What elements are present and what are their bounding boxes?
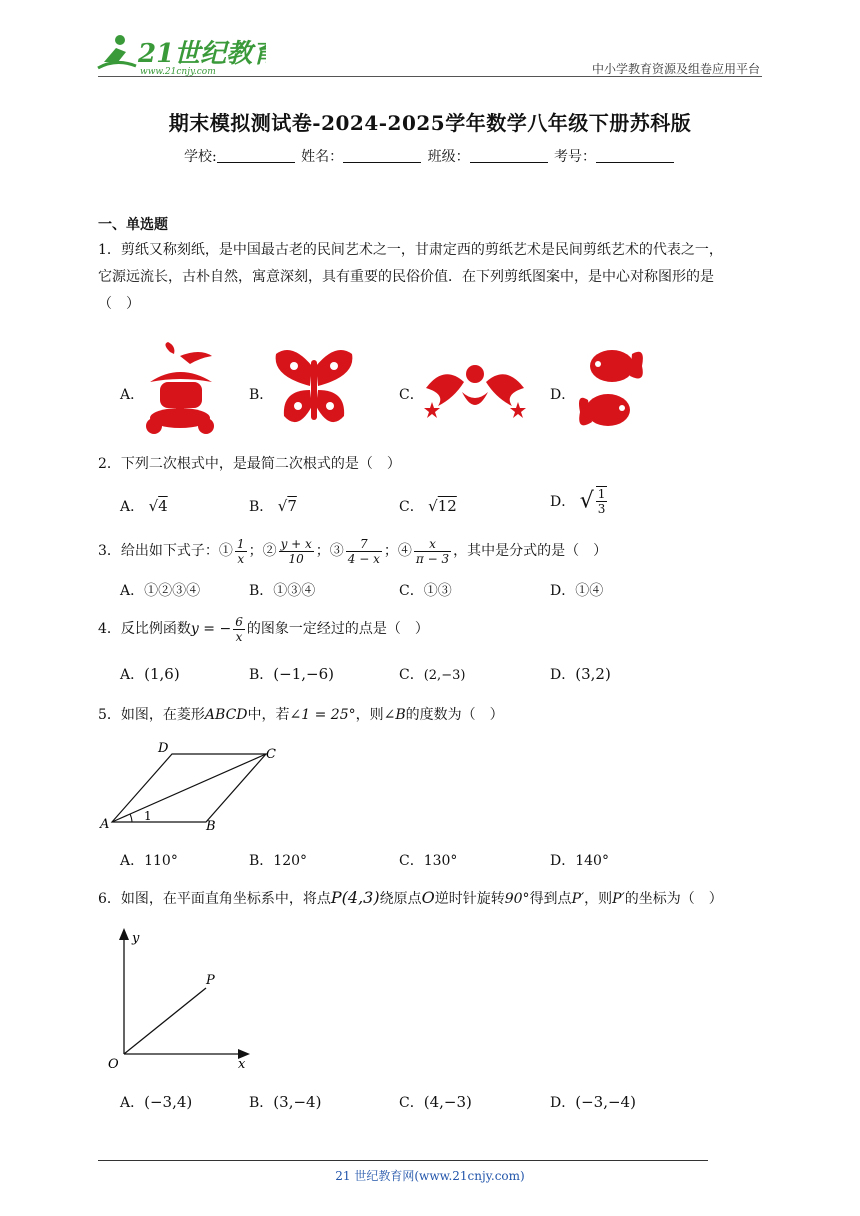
- q6-option-d-value: (−3,−4): [575, 1093, 636, 1111]
- q1-option-c-label: C．: [399, 387, 424, 403]
- q4-option-c-value: (2,−3): [423, 668, 466, 683]
- q6-option-d: D．(−3,−4): [550, 1093, 636, 1111]
- class-blank: [470, 148, 548, 163]
- logo-sub: www.21cnjy.com: [140, 67, 216, 76]
- q2-stem: 2．下列二次根式中，是最简二次根式的是（ ）: [98, 456, 401, 472]
- site-logo: [96, 32, 266, 76]
- coordinate-figure: [100, 924, 260, 1070]
- q2-option-c-value: 12: [437, 497, 457, 515]
- q4-stem-b: 的图象一定经过的点是（ ）: [246, 621, 429, 637]
- name-blank: [343, 148, 421, 163]
- number-label: 考号：: [554, 149, 597, 165]
- q5-option-d: D．140°: [550, 853, 609, 869]
- paper-cut-swallows-image: [424, 358, 526, 420]
- q2-option-b-label: B．: [249, 499, 274, 515]
- q2-option-b-value: 7: [287, 497, 297, 515]
- rhombus-figure: [98, 738, 288, 832]
- q2-option-b: B． √7: [249, 497, 297, 515]
- question-5: 5．如图，在菱形ABCD中，若∠1 = 25°，则∠B的度数为（ ）: [98, 707, 504, 723]
- q4-option-b-value: (−1,−6): [273, 665, 334, 683]
- q3-frac-3: $\frac{7}{4 - x}$: [347, 536, 380, 566]
- q6-option-a: A．(−3,4): [120, 1093, 193, 1111]
- q6-option-b: B．(3,−4): [249, 1093, 322, 1111]
- footer-link[interactable]: 21 世纪教育网(www.21cnjy.com): [335, 1169, 525, 1183]
- rhombus-label-c: C: [266, 747, 276, 762]
- q2-option-a-value: 4: [158, 497, 168, 515]
- q2-option-c: C． √12: [399, 497, 457, 515]
- q3-frac-1: $\frac{1}{x}$: [236, 536, 245, 566]
- q6-option-a-value: (−3,4): [144, 1093, 193, 1111]
- q3-option-d: D．①④: [550, 583, 604, 599]
- q1-stem-line2: 它源远流长，古朴自然，寓意深刻，具有重要的民俗价值．在下列剪纸图案中，是中心对称图形的是: [98, 269, 714, 285]
- q2-option-a: A． √4: [120, 497, 168, 515]
- student-info-line: [0, 146, 860, 166]
- paper-cut-butterfly-image: [272, 346, 356, 432]
- q4-option-a-value: (1,6): [144, 665, 180, 683]
- q4-option-a: A．(1,6): [120, 665, 180, 683]
- q2-option-d-fraction: $\frac{1}{3}$: [597, 487, 606, 516]
- paper-cut-crane-image: [140, 342, 222, 438]
- q3-frac-2: $\frac{y + x}{10}$: [280, 536, 312, 566]
- q4-expression: y = −: [190, 621, 232, 637]
- question-3: 3．给出如下式子：① $\frac{1}{x}$ ；② $\frac{y + x}{10}$ ；③ $\frac{7}{4 - x}$ ；④ $\frac{x}{\pi - 3}$ ，其中是分式的是（ ）: [98, 536, 608, 566]
- q2-option-a-label: A．: [120, 499, 145, 515]
- logo-graphic: [96, 32, 266, 76]
- question-1: [98, 237, 764, 318]
- q1-option-b-label: B．: [249, 387, 274, 403]
- q1-stem-line1: 1．剪纸又称刻纸，是中国最古老的民间艺术之一，甘肃定西的剪纸艺术是民间剪纸艺术的代表之一，: [98, 242, 723, 258]
- q6-option-c-value: (4,−3): [423, 1093, 472, 1111]
- q4-stem-a: 4．反比例函数: [98, 621, 191, 637]
- q5-option-a: A．110°: [120, 853, 178, 869]
- q3-option-b: B．①③④: [249, 583, 316, 599]
- q5-option-c: C．130°: [399, 853, 458, 869]
- q2-option-d-label: D．: [550, 494, 576, 510]
- name-label: 姓名：: [301, 149, 344, 165]
- section-heading: 一、单选题: [98, 217, 168, 233]
- q1-stem-line3: （ ）: [98, 296, 140, 312]
- page-title: 期末模拟测试卷-2024-2025学年数学八年级下册苏科版: [168, 111, 692, 135]
- q1-option-a-label: A．: [120, 387, 145, 403]
- rhombus-label-a: A: [100, 817, 110, 832]
- footer-divider: [98, 1160, 708, 1161]
- q4-option-d-value: (3,2): [575, 665, 611, 683]
- q3-frac-4: $\frac{x}{\pi - 3}$: [415, 536, 450, 566]
- header-divider: [98, 76, 762, 77]
- q6-option-c: C．(4,−3): [399, 1093, 472, 1111]
- origin-label: O: [108, 1057, 119, 1070]
- q4-option-c: C．(2,−3): [399, 667, 466, 683]
- q4-option-b: B．(−1,−6): [249, 665, 334, 683]
- rhombus-label-d: D: [158, 741, 169, 756]
- rhombus-label-b: B: [206, 819, 216, 832]
- q4-fraction: $\frac{6}{x}$: [235, 614, 243, 644]
- q3-option-a: A．①②③④: [120, 583, 201, 599]
- question-4: [98, 612, 764, 646]
- q1-option-d-label: D．: [550, 387, 576, 403]
- y-axis-label: y: [132, 931, 140, 946]
- number-blank: [596, 148, 674, 163]
- q2-option-c-label: C．: [399, 499, 424, 515]
- school-blank: [217, 148, 295, 163]
- x-axis-label: x: [238, 1057, 246, 1070]
- q5-option-b: B．120°: [249, 853, 308, 869]
- class-label: 班级：: [427, 149, 470, 165]
- point-p-label: P: [206, 973, 215, 988]
- paper-cut-goldfish-image: [576, 344, 646, 436]
- school-label: 学校:: [183, 149, 217, 165]
- header-right-text: 中小学教育资源及组卷应用平台: [591, 62, 760, 76]
- q2-option-d: D． √ $\frac{1}{3}$: [550, 487, 606, 516]
- q6-option-b-value: (3,−4): [273, 1093, 322, 1111]
- q3-option-c: C．①③: [399, 583, 452, 599]
- q3-stem-b: ，其中是分式的是（ ）: [453, 543, 608, 559]
- question-6: 6．如图，在平面直角坐标系中，将点P(4,3)绕原点O逆时针旋转90°得到点P′，则P′的坐标为（ ）: [98, 888, 723, 907]
- rhombus-angle-label: 1: [144, 809, 152, 823]
- q4-option-d: D．(3,2): [550, 665, 611, 683]
- logo-text: 21世纪教育: [138, 39, 266, 69]
- q3-stem-a: 3．给出如下式子：①: [98, 543, 233, 559]
- question-2: [98, 451, 764, 478]
